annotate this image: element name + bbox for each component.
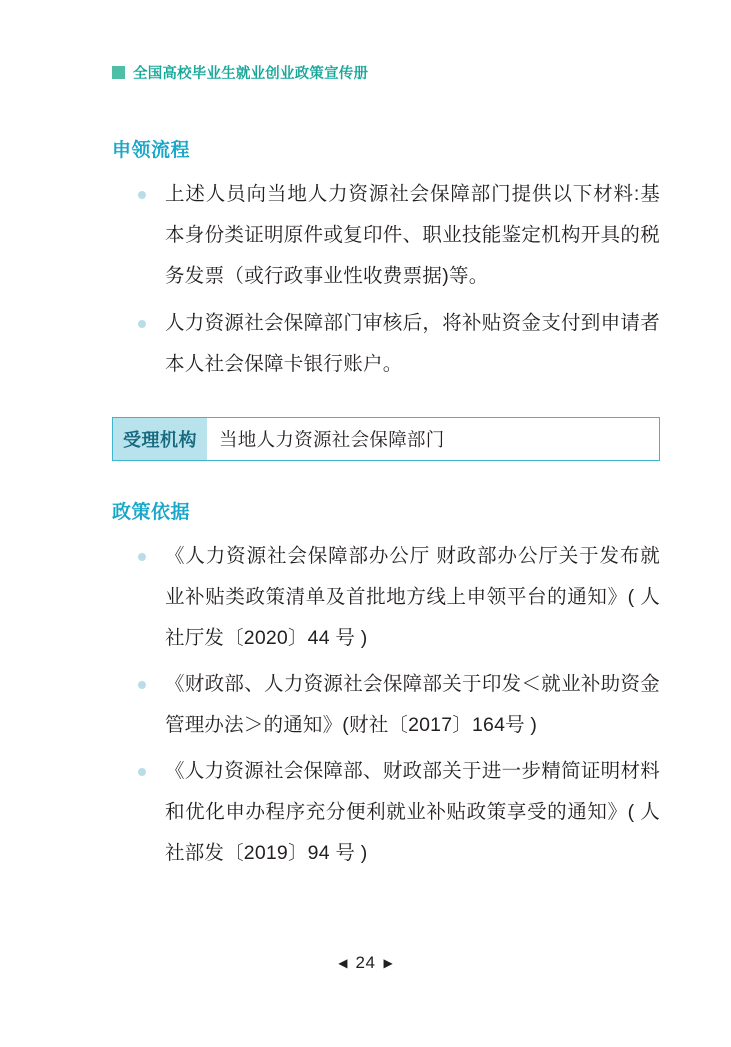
agency-value: 当地人力资源社会保障部门 <box>207 418 659 460</box>
section-heading-apply-process: 申领流程 <box>112 140 191 161</box>
header-marker-icon <box>112 66 125 79</box>
page-number: 24 <box>355 953 376 972</box>
bullet-dot-icon <box>138 191 146 199</box>
next-page-arrow-icon[interactable]: ▶ <box>383 956 393 970</box>
page-content <box>112 135 660 879</box>
page-footer <box>0 953 731 973</box>
bullet-dot-icon <box>138 681 146 689</box>
policy-basis-list <box>112 536 660 874</box>
prev-page-arrow-icon[interactable]: ◀ <box>338 956 348 970</box>
agency-label: 受理机构 <box>113 418 207 460</box>
list-item <box>112 174 660 297</box>
list-item <box>112 303 660 385</box>
bullet-dot-icon <box>138 553 146 561</box>
list-item-text: 人力资源社会保障部门审核后，将补贴资金支付到申请者本人社会保障卡银行账户。 <box>165 312 661 375</box>
list-item <box>112 664 660 746</box>
page-header <box>112 62 368 83</box>
list-item <box>112 536 660 659</box>
list-item-text: 《人力资源社会保障部办公厅 财政部办公厅关于发布就业补贴类政策清单及首批地方线上申领平台的通知》( 人社厅发〔2020〕44 号 ) <box>165 545 660 649</box>
list-item-text: 《财政部、人力资源社会保障部关于印发＜就业补助资金管理办法＞的通知》(财社〔2017〕164号 ) <box>165 673 660 736</box>
header-title: 全国高校毕业生就业创业政策宣传册 <box>133 66 369 82</box>
bullet-dot-icon <box>138 320 146 328</box>
agency-row <box>112 417 660 461</box>
list-item-text: 上述人员向当地人力资源社会保障部门提供以下材料:基本身份类证明原件或复印件、职业技能鉴定机构开具的税务发票（或行政事业性收费票据)等。 <box>165 183 661 287</box>
list-item-text: 《人力资源社会保障部、财政部关于进一步精简证明材料和优化申办程序充分便利就业补贴政策享受的通知》( 人社部发〔2019〕94 号 ) <box>165 760 660 864</box>
section-heading-policy-basis: 政策依据 <box>112 502 191 523</box>
list-item <box>112 751 660 874</box>
apply-process-list <box>112 174 660 385</box>
bullet-dot-icon <box>138 768 146 776</box>
